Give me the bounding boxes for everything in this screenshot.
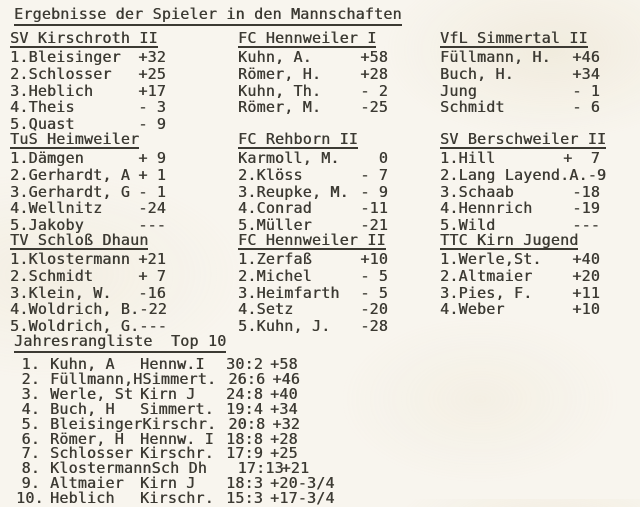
player-name: 4.Weber [440,300,505,319]
player-name: 2.Schmidt [10,266,94,285]
rank-record: 17:9 [226,444,263,463]
team-name: FC Rehborn II [238,130,358,148]
rank-player-name: Bleisinger [50,414,143,433]
rank-number: 7. [21,444,40,463]
player-name: 2.Altmaier [440,266,533,285]
team-player-list [238,49,388,116]
player-name: 4.Woldrich, B. [10,300,140,319]
team-player-list [238,251,388,335]
rank-record: 18:8 [226,429,263,448]
team-block [10,29,238,134]
player-row [10,66,166,83]
team-name: TTC Kirn Jugend [440,231,579,249]
rank-player-name: Römer, H [50,429,124,448]
player-score: -28 [360,317,388,336]
rank-score: +25 [270,444,298,463]
rank-number: 8. [21,459,40,478]
rank-club: Simmert. [142,369,217,388]
rank-club: Simmert. [140,399,214,418]
rank-number: 6. [21,429,40,448]
player-score: -11 [360,199,388,218]
player-name: 4.Setz [238,300,294,319]
team-player-list [440,251,600,318]
rank-player-name: Klostermann [50,459,152,478]
player-row [440,83,600,100]
player-name: 4.Hennrich [440,199,533,218]
player-name: 1.Werle,St. [440,250,542,268]
player-name: 1.Klostermann [10,250,130,268]
player-name: Römer, H. [238,64,322,83]
player-score: -9 [587,165,607,184]
player-row [440,66,600,83]
player-row [440,268,600,285]
player-score: +58 [360,48,388,66]
team-player-list [440,49,600,116]
player-name: 3.Reupke, M. [238,182,349,201]
rank-record: 17:13 [237,459,284,478]
player-score: + 7 [563,149,600,167]
player-name: Schmidt [440,98,505,117]
rank-record: 24:8 [226,384,263,403]
player-row [10,167,166,184]
player-row [10,99,166,116]
player-name: 4.Conrad [238,199,312,218]
rank-number: 5. [21,414,40,433]
team-block [10,130,238,235]
player-score: +11 [572,283,600,302]
player-name: 2.Klöss [238,165,303,184]
player-name: 5.Jakoby [10,216,84,235]
player-row [10,268,166,285]
player-row [238,99,388,116]
team-block [238,29,440,130]
rank-club: Kirschr. [140,444,214,463]
player-row [238,83,388,100]
team-block [10,231,238,336]
player-score: -24 [138,199,166,218]
team-block [238,231,440,336]
player-score: - 1 [572,81,600,100]
player-name: 2.Michel [238,266,312,285]
player-name: 3.Klein, W. [10,283,112,302]
player-score: -16 [138,283,166,302]
player-name: 3.Gerhardt, G [10,182,130,201]
team-name: SV Berschweiler II [440,130,607,148]
rank-score: +20-3/4 [270,474,335,493]
player-score: +17 [138,81,166,100]
player-score: --- [572,216,600,235]
player-score: +20 [572,266,600,285]
rank-number: 9. [21,474,40,493]
player-score: +32 [138,48,166,66]
player-row [440,165,607,184]
player-score: - 7 [360,165,388,184]
player-score: - 2 [360,81,388,100]
rank-record: 19:4 [226,399,263,418]
player-row [238,301,388,318]
player-name: Kuhn, A. [238,48,312,66]
player-name: Buch, H. [440,64,514,83]
team-block [238,130,440,235]
player-name: 5.Woldrich, G. [10,317,140,336]
player-name: 3.Schaab [440,182,514,201]
rank-score: +28 [270,429,298,448]
team-name: TV Schloß Dhaun [10,231,149,249]
team-block [440,130,640,235]
team-player-list [10,49,166,133]
player-row [440,184,600,201]
player-row [238,200,388,217]
player-score: +21 [138,250,166,268]
player-name: 3.Pies, F. [440,283,533,302]
player-name: 3.Heblich [10,81,94,100]
player-score: +46 [572,48,600,66]
player-name: 4.Wellnitz [10,199,103,218]
player-score: -18 [572,182,600,201]
rank-record: 26:6 [228,369,266,388]
rank-score: +32 [272,414,301,433]
player-name: 1.Bleisinger [10,48,121,66]
rank-player-name: Füllmann,H [50,369,143,388]
teams-grid [0,29,640,336]
player-score: - 5 [360,266,388,285]
player-row [238,184,388,201]
player-row [238,285,388,302]
player-name: Karmoll, M. [238,149,340,167]
rank-record: 20:8 [228,414,266,433]
rank-score: +17-3/4 [270,489,335,507]
player-row [238,66,388,83]
player-row [440,49,600,66]
player-score: -20 [360,300,388,319]
rank-player-name: Altmaier [50,474,124,493]
rank-player-name: Heblich [50,489,115,507]
player-row [10,200,166,217]
player-score: - 3 [138,98,166,117]
player-name: 2.Lang Layend.A. [440,165,588,184]
player-row [238,49,388,66]
player-name: 2.Schlosser [10,64,112,83]
player-score: +40 [572,250,600,268]
player-name: 1.Hill [440,149,496,167]
team-name: FC Hennweiler I [238,29,377,47]
rank-number: 4. [21,399,40,418]
player-name: Füllmann, H. [440,48,551,66]
player-row [440,99,600,116]
team-name: FC Hennweiler II [238,231,386,249]
player-score: - 6 [572,98,600,117]
rank-score: +46 [272,369,301,388]
player-row [238,268,388,285]
player-score: +28 [360,64,388,83]
player-row [238,167,388,184]
player-row [440,301,600,318]
rank-player-name: Schlosser [50,444,134,463]
player-score: 0 [378,149,388,167]
player-row [440,285,600,302]
rank-player-name: Kuhn, A [50,355,115,373]
player-row [10,83,166,100]
ranking-title: Jahresrangliste Top 10 [14,333,226,353]
player-score: - 9 [138,115,166,134]
player-row [238,150,388,167]
player-row [10,49,166,66]
team-block [440,29,640,130]
rank-player-name: Werle, St [50,384,134,403]
ranking-list [0,357,640,506]
rank-score: +21 [281,459,310,478]
rank-record: 15:3 [226,489,263,507]
rank-score: +40 [270,384,298,403]
player-name: 5.Wild [440,216,496,235]
team-block [440,231,640,332]
rank-score: +58 [270,355,298,373]
team-player-list [238,150,388,234]
rank-record: 30:2 [226,355,263,373]
rank-club: Kirschr. [142,414,217,433]
player-row [238,318,388,335]
player-name: Kuhn, Th. [238,81,322,100]
player-score: -25 [360,98,388,117]
player-row [440,251,600,268]
player-score: -19 [572,199,600,218]
player-name: 5.Müller [238,216,312,235]
team-player-list [10,150,166,234]
team-name: TuS Heimweiler [10,130,140,148]
player-score: +10 [572,300,600,319]
player-score: -22 [139,300,167,319]
rank-player-name: Buch, H [50,399,115,418]
rank-club: Hennw. I [140,429,214,448]
rank-score: +34 [270,399,298,418]
player-name: 1.Zerfaß [238,250,312,268]
player-name: 3.Heimfarth [238,283,340,302]
team-name: SV Kirschroth II [10,29,158,47]
player-score: + 9 [138,149,166,167]
player-score: - 1 [138,182,166,201]
player-row [10,251,166,268]
player-row [10,150,166,167]
player-score: +25 [138,64,166,83]
player-row [10,301,166,318]
player-row [10,184,166,201]
rank-number: 2. [21,369,40,388]
player-name: 2.Gerhardt, A [10,165,130,184]
player-row [10,285,166,302]
player-name: 1.Dämgen [10,149,84,167]
rank-number: 10. [16,489,44,507]
rank-number: 3. [21,384,40,403]
page-title: Ergebnisse der Spieler in den Mannschaften [14,6,402,26]
player-name: 5.Quast [10,115,75,134]
team-player-list [440,149,607,235]
player-row [440,200,600,217]
player-row [440,150,600,167]
player-row [238,251,388,268]
rank-club: Kirn J [140,474,196,493]
player-score: --- [138,216,166,235]
player-score: -21 [360,216,388,235]
rank-club: Hennw.I [140,355,205,373]
team-player-list [10,251,166,335]
player-score: +34 [572,64,600,83]
player-score: - 5 [360,283,388,302]
player-score: --- [139,317,167,336]
player-score: + 1 [138,165,166,184]
rank-number: 1. [21,355,40,373]
player-score: +10 [360,250,388,268]
player-name: 4.Theis [10,98,75,117]
team-name: VfL Simmertal II [440,29,588,47]
player-score: - 9 [360,182,388,201]
rank-club: Kirn J [140,384,196,403]
player-name: Jung [440,81,477,100]
rank-club: Kirschr. [140,489,214,507]
rank-record: 18:3 [226,474,263,493]
player-name: Römer, M. [238,98,322,117]
player-score: + 7 [138,266,166,285]
rank-club: Sch Dh [151,459,207,478]
player-name: 5.Kuhn, J. [238,317,331,336]
